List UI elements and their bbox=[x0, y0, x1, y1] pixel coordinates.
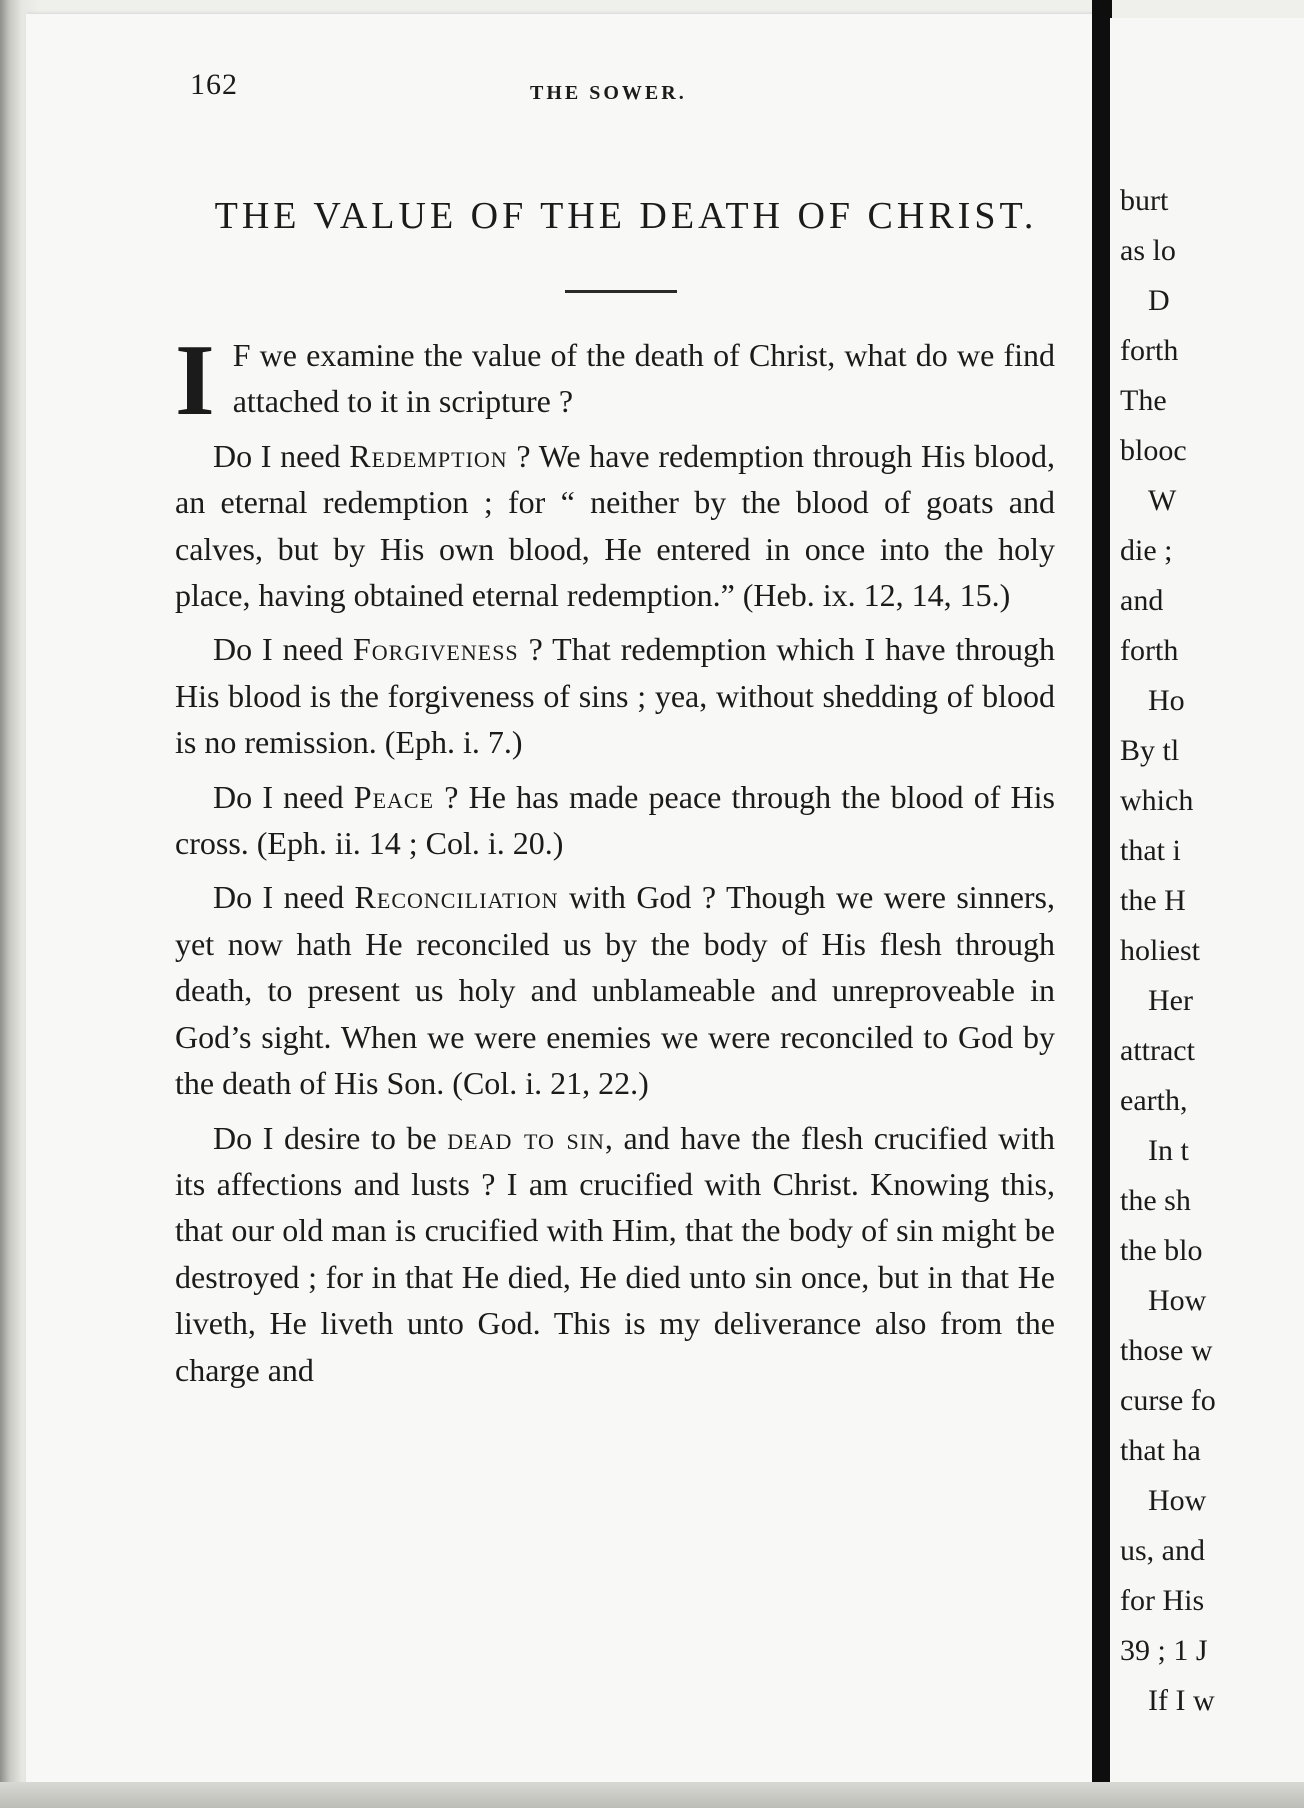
right-line: us, and bbox=[1120, 1534, 1205, 1567]
right-line: which bbox=[1120, 784, 1194, 817]
right-line: curse fo bbox=[1120, 1384, 1216, 1417]
paragraph-lead: Do I need bbox=[213, 879, 355, 916]
running-head: THE SOWER. bbox=[530, 82, 687, 104]
paragraph-keyword: Forgiveness bbox=[352, 631, 519, 668]
title-rule bbox=[565, 290, 677, 293]
right-line: as lo bbox=[1120, 234, 1176, 267]
right-line: the H bbox=[1120, 884, 1186, 917]
paragraph-text: , and have the flesh crucified with its affections and lusts ? I am crucified with Christ. Knowing this, that our old man is crucified with Him, that the body of sin might be destroyed ; for in that He died, He died unto sin once, but in that He liveth, He liveth unto God. This is my deliverance also from the charge and bbox=[175, 1119, 1055, 1388]
paragraph-lead: Do I need bbox=[213, 778, 354, 815]
right-line: D bbox=[1148, 284, 1170, 317]
right-line: that i bbox=[1120, 834, 1181, 867]
paragraph-5 bbox=[175, 874, 1055, 1106]
paragraph-lead: Do I need bbox=[213, 631, 353, 668]
right-line: for His bbox=[1120, 1584, 1205, 1617]
paragraph-text: ? He has made peace through the blood of His cross. (Eph. ii. 14 ; Col. i. 20.) bbox=[175, 778, 1056, 862]
right-line: By tl bbox=[1120, 734, 1180, 767]
right-line: If I w bbox=[1148, 1684, 1215, 1717]
paragraph-lead: Do I desire to be bbox=[213, 1119, 448, 1156]
right-line: How bbox=[1148, 1484, 1207, 1517]
right-line: the blo bbox=[1120, 1234, 1203, 1267]
bottom-edge-shadow bbox=[0, 1782, 1304, 1808]
paragraph-6 bbox=[175, 1115, 1055, 1393]
right-line: W bbox=[1148, 484, 1177, 517]
right-line: In t bbox=[1148, 1134, 1189, 1167]
paragraph-keyword: Reconciliation bbox=[354, 879, 559, 916]
right-line: How bbox=[1148, 1284, 1207, 1317]
paragraph-text: F we examine the value of the death of Christ, what do we find attached to it in scripture ? bbox=[232, 337, 1055, 420]
right-line: those w bbox=[1120, 1334, 1213, 1367]
paragraph-text: ? That redemption which I have through His blood is the forgiveness of sins ; yea, without shedding of blood is no remission. (Eph. i. 7.) bbox=[175, 631, 1056, 761]
right-line: earth, bbox=[1120, 1084, 1188, 1117]
paragraph-keyword: Redemption bbox=[349, 437, 508, 474]
page-number: 162 bbox=[190, 68, 238, 101]
right-line: The bbox=[1120, 384, 1167, 417]
article-body bbox=[175, 324, 1056, 1393]
right-line: the sh bbox=[1120, 1184, 1191, 1217]
right-line: 39 ; 1 J bbox=[1120, 1634, 1208, 1667]
paragraph-keyword: Peace bbox=[353, 778, 435, 815]
paragraph-text: with God ? Though we were sinners, yet now hath He reconciled us by the body of His flesh through death, to present us holy and unblameable and unreproveable in God’s sight. When we were enemies we were reconciled to God by the death of His Son. (Col. i. 21, 22.) bbox=[175, 879, 1056, 1102]
paragraph-text: ? We have redemption through His blood, an eternal redemption ; for “ neither by the blood of goats and calves, but by His own blood, He entered in once into the holy place, having obtained eternal redemption.” (Heb. ix. 12, 14, 15.) bbox=[175, 437, 1055, 614]
right-line: blooc bbox=[1120, 434, 1187, 467]
right-line: and bbox=[1120, 584, 1164, 617]
book-gutter bbox=[1092, 0, 1112, 1808]
paragraph-4 bbox=[175, 774, 1055, 867]
drop-cap: I bbox=[175, 324, 215, 437]
right-line: Ho bbox=[1148, 684, 1185, 717]
paragraph-keyword: dead to sin bbox=[447, 1119, 605, 1156]
paragraph-3 bbox=[175, 626, 1055, 765]
paragraph-2 bbox=[175, 433, 1055, 619]
right-line: burt bbox=[1120, 184, 1169, 217]
right-line: holiest bbox=[1120, 934, 1200, 967]
paragraph-lead: Do I need bbox=[213, 437, 350, 474]
right-line: Her bbox=[1148, 984, 1193, 1017]
right-line: forth bbox=[1120, 334, 1179, 367]
right-line: attract bbox=[1120, 1034, 1195, 1067]
right-page-text bbox=[1120, 176, 1304, 1726]
article-title: THE VALUE OF THE DEATH OF CHRIST. bbox=[214, 195, 1038, 237]
right-line: that ha bbox=[1120, 1434, 1201, 1467]
right-line: die ; bbox=[1120, 534, 1173, 567]
right-line: forth bbox=[1120, 634, 1179, 667]
paragraph-1 bbox=[175, 324, 1055, 437]
